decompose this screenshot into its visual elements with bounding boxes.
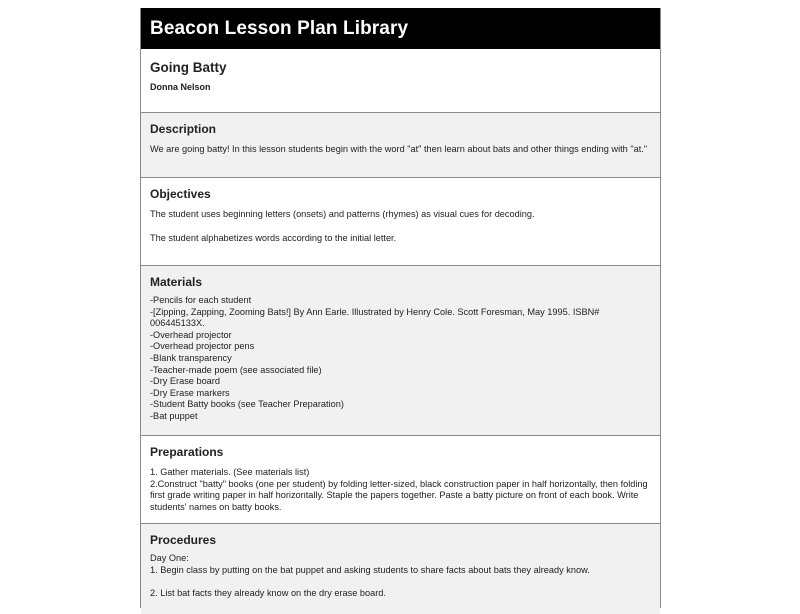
material-item: -Teacher-made poem (see associated file): [150, 364, 322, 375]
preparations-heading: Preparations: [150, 445, 224, 459]
material-item: -Student Batty books (see Teacher Preparation): [150, 399, 344, 410]
preparation-item: 1. Gather materials. (See materials list): [150, 467, 310, 477]
material-item: -Bat puppet: [150, 410, 198, 421]
description-text: We are going batty! In this lesson students begin with the word "at" then learn about bats and other things ending with "at.": [150, 144, 648, 154]
procedure-item: Day One:: [150, 553, 189, 563]
material-item: -Dry Erase markers: [150, 387, 230, 398]
objectives-heading: Objectives: [150, 187, 211, 201]
site-banner: [141, 8, 660, 49]
material-item: -Overhead projector pens: [150, 341, 255, 352]
objectives-list: [150, 209, 650, 244]
objectives-section: [141, 178, 660, 266]
preparation-item: 2.Construct "batty" books (one per student) by folding letter-sized, black construction paper in half horizontally, then folding first grade writing paper in half horizontally. Staple the papers together. Paste a batty picture on front of each book. Write students' names on batty books.: [150, 478, 648, 512]
material-item: -Overhead projector: [150, 329, 232, 340]
description-heading: Description: [150, 122, 217, 136]
materials-section: [141, 266, 660, 436]
material-item: 006445133X.: [150, 318, 205, 329]
objective-item: The student uses beginning letters (onsets) and patterns (rhymes) as visual cues for decoding.: [150, 209, 535, 219]
objective-item: The student alphabetizes words according to the initial letter.: [150, 232, 397, 243]
lesson-title: Going Batty: [150, 60, 227, 75]
lesson-header-section: [141, 49, 660, 113]
material-item: -Pencils for each student: [150, 295, 252, 305]
preparations-section: [141, 436, 660, 524]
materials-list: [150, 295, 650, 423]
lesson-page: [140, 8, 661, 608]
procedure-item: 1. Begin class by putting on the bat puppet and asking students to share facts about bats they already know.: [150, 564, 590, 575]
lesson-author: Donna Nelson: [150, 82, 211, 92]
material-item: -Dry Erase board: [150, 376, 220, 387]
preparations-list: [150, 467, 650, 513]
procedures-heading: Procedures: [150, 533, 217, 547]
procedures-list: [150, 553, 650, 600]
procedures-section: [141, 524, 660, 614]
site-title: Beacon Lesson Plan Library: [150, 18, 409, 39]
description-section: [141, 113, 660, 178]
material-item: -Blank transparency: [150, 352, 232, 363]
material-item: -[Zipping, Zapping, Zooming Bats!] By Ann Earle. Illustrated by Henry Cole. Scott Foresman, May 1995. ISBN#: [150, 306, 600, 317]
materials-heading: Materials: [150, 275, 203, 289]
procedure-item: 2. List bat facts they already know on the dry erase board.: [150, 588, 386, 599]
